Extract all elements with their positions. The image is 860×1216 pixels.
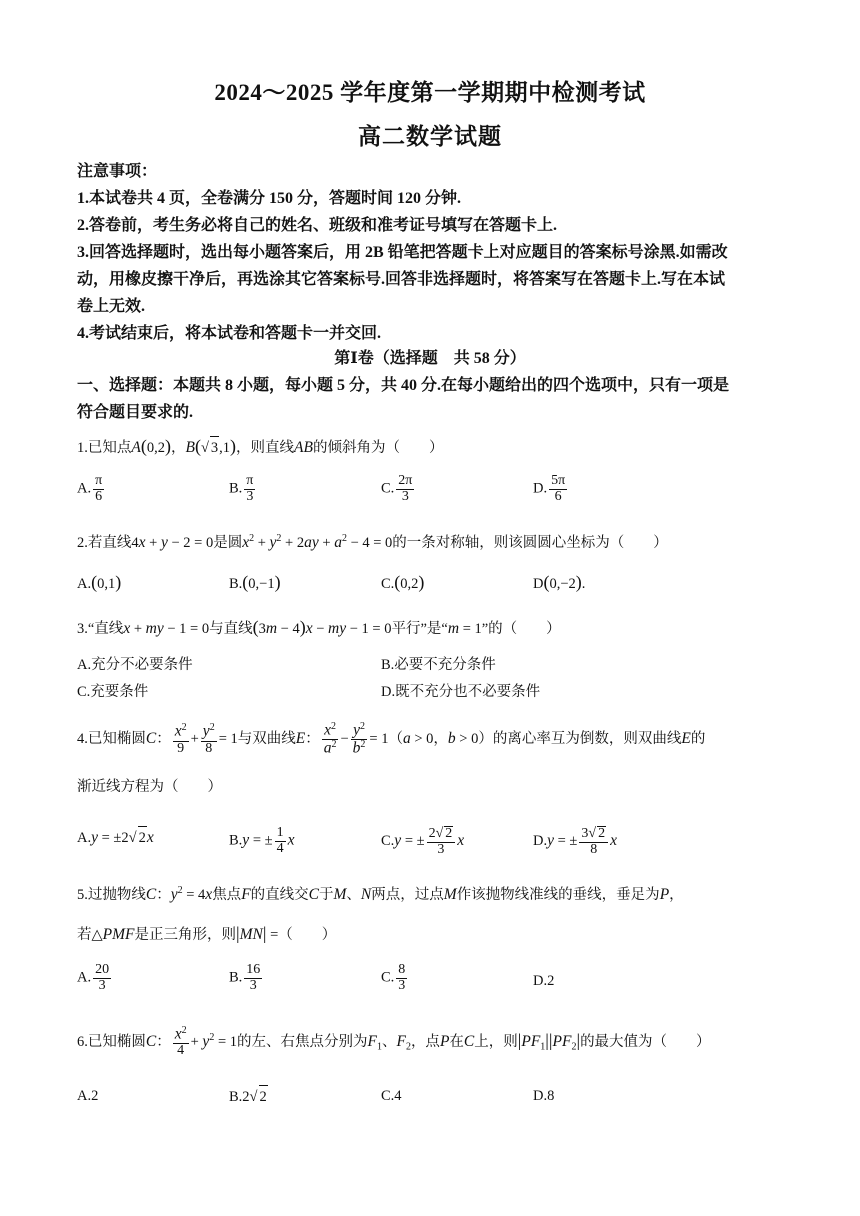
q5-option-d[interactable]: D.2 [533,973,555,989]
section-heading: 第Ⅰ卷（选择题 共 58 分） [334,350,526,367]
note-item: 动，用橡皮擦干净后，再选涂其它答案标号.回答非选择题时，将答案写在答题卡上.写在本试 [77,271,726,288]
section-desc-line: 一、选择题：本题共 8 小题，每小题 5 分，共 40 分.在每小题给出的四个选项中，只有一项是 [77,377,730,394]
q2-option-a[interactable]: A.(0,1) [77,572,122,592]
q2-option-d[interactable]: D(0,−2). [533,572,586,592]
q1-option-c[interactable]: C. $\frac{2\pi}{3}$ [381,473,413,504]
q5-option-c[interactable]: C. $\frac{8}{3}$ [381,962,406,993]
question-6: 6.已知椭圆C： $\frac{x^2}{4}$ + $y^2 = 1$的左、右焦点分别为$F_1$、$F_2$，点P在C上，则$|PF_1||PF_2|$的最大值为（ ） [77,1025,711,1059]
q6-option-b[interactable]: B.2√ 2 [229,1085,268,1108]
q1-option-a[interactable]: A. $\frac{\pi}{6}$ [77,473,103,504]
note-item: 3.回答选择题时，选出每小题答案后，用 2B 铅笔把答题卡上对应题目的答案标号涂黑.如需改 [77,244,728,261]
q4-option-b[interactable]: B.y = ± $\frac{1}{4}$ x [229,825,295,856]
q2-option-c[interactable]: C.(0,2) [381,572,425,592]
section-description [77,372,787,426]
notes-block [77,158,787,347]
q5-option-a[interactable]: A. $\frac{20}{3}$ [77,962,110,993]
q3-option-a[interactable]: A.充分不必要条件 [77,657,193,673]
q6-option-c[interactable]: C.4 [381,1088,402,1104]
q4-option-a[interactable]: A.y = ±2√ 2x [77,826,154,849]
question-3: 3.“直线x + my − 1 = 0与直线(3m − 4)x − my − 1 = 0平行”是“m = 1”的（ ） [77,617,561,637]
q6-option-a[interactable]: A.2 [77,1088,99,1104]
q1-option-d[interactable]: D. $\frac{5\pi}{6}$ [533,473,566,504]
exam-title: 2024～2025 学年度第一学期期中检测考试 [214,80,646,105]
question-2: 2.若直线4x + y − 2 = 0是圆$x^2 + y^2 + 2ay + a^2 - 4 = 0$的一条对称轴，则该圆圆心坐标为（ ） [77,533,668,551]
question-5-line2: 若△PMF是正三角形，则|MN| =（ ） [77,923,337,943]
q6-option-d[interactable]: D.8 [533,1088,555,1104]
section-desc-line: 符合题目要求的. [77,404,194,421]
q5-option-b[interactable]: B. $\frac{16}{3}$ [229,962,261,993]
q2-option-b[interactable]: B.(0,−1) [229,572,281,592]
notes-heading: 注意事项： [77,163,158,180]
question-1: 1.已知点A(0,2)，B(√ 3,1)，则直线AB的倾斜角为（ ） [77,435,787,459]
q3-option-b[interactable]: B.必要不充分条件 [381,657,496,673]
q1-option-b[interactable]: B. $\frac{\pi}{3}$ [229,473,254,504]
q3-option-d[interactable]: D.既不充分也不必要条件 [381,684,541,700]
note-item: 1.本试卷共 4 页，全卷满分 150 分，答题时间 120 分钟. [77,190,462,207]
question-5: 5.过抛物线C：$y^2 = 4x$焦点F的直线交C于M、N两点，过点M作该抛物线准线的垂线，垂足为P， [77,885,684,903]
question-4-line2: 渐近线方程为（ ） [77,779,222,795]
question-4: 4.已知椭圆C： $\frac{x^2}{9}$ + $\frac{y^2}{8}$ = 1与双曲线E： $\frac{x^2}{a^2}$ − $\frac{y^2}{b^2}$ = 1（a > 0，b > 0）的离心率互为倒数，则双曲线E的 [77,721,706,757]
q4-option-c[interactable]: C.y = ± $\frac{2√ 2}{3}$ x [381,826,465,857]
q3-option-c[interactable]: C.充要条件 [77,684,149,700]
note-item: 卷上无效. [77,298,146,315]
q4-option-d[interactable]: D.y = ± $\frac{3√ 2}{8}$ x [533,826,617,857]
exam-subtitle: 高二数学试题 [358,124,502,149]
note-item: 4.考试结束后，将本试卷和答题卡一并交回. [77,325,382,342]
note-item: 2.答卷前，考生务必将自己的姓名、班级和准考证号填写在答题卡上. [77,217,558,234]
